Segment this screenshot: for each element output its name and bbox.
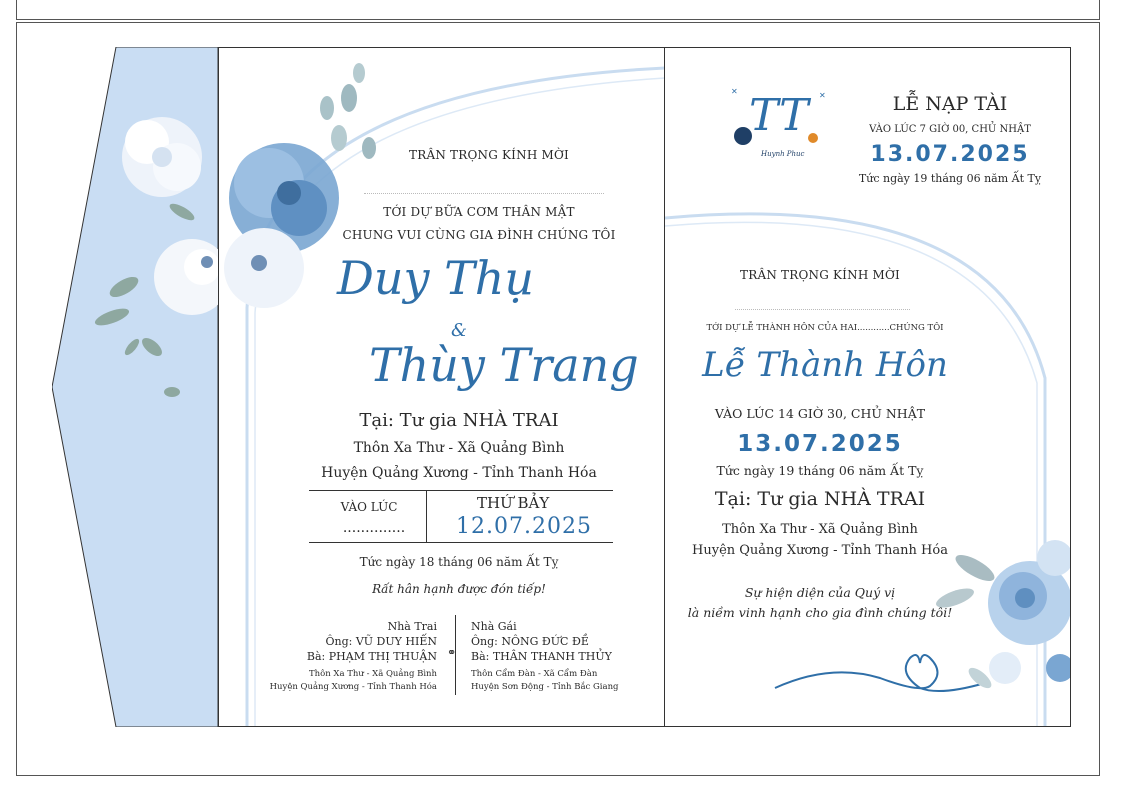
monogram-logo	[723, 88, 833, 170]
reception-invitation-panel	[218, 47, 665, 727]
envelope-flap	[52, 47, 218, 727]
ceremony-invite-line: TỚI DỰ LỄ THÀNH HÔN CỦA HAI............CHÚNG TÔI	[706, 323, 944, 333]
date-box-top-rule	[309, 490, 613, 491]
svg-text:✕: ✕	[819, 91, 826, 100]
closing-line-2: là niềm vinh hạnh cho gia đình chúng tôi!	[687, 605, 953, 620]
previous-page-edge	[16, 0, 1100, 20]
reception-date: 12.07.2025	[456, 514, 592, 539]
ceremony-invitation-panel	[664, 47, 1071, 727]
ceremony-guest-line	[735, 309, 910, 310]
groom-family	[259, 619, 437, 664]
bride-name: Thùy Trang	[369, 338, 639, 392]
weekday: THỨ BẢY	[477, 494, 550, 512]
ceremony-date: 13.07.2025	[737, 431, 903, 457]
napt-time: VÀO LÚC 7 GIỜ 00, CHỦ NHẬT	[869, 124, 1031, 135]
logo-caption: Huynh Phuc	[761, 150, 805, 158]
ceremony-title: Lễ Thành Hôn	[702, 345, 948, 385]
ceremony-address-2: Huyện Quảng Xương - Tỉnh Thanh Hóa	[692, 543, 948, 558]
bride-mother: Bà: THÂN THANH THỦY	[471, 650, 612, 663]
venue-address-2: Huyện Quảng Xương - Tỉnh Thanh Hóa	[321, 465, 597, 481]
time-label: VÀO LÚC	[340, 500, 398, 514]
blue-flower-corner-icon	[935, 518, 1071, 727]
bride-family-addr-1: Thôn Cẩm Đàn - Xã Cẩm Đàn	[471, 669, 598, 679]
ceremony-time: VÀO LÚC 14 GIỜ 30, CHỦ NHẬT	[714, 406, 926, 421]
bride-family-address	[471, 668, 661, 694]
bride-family-addr-2: Huyện Sơn Động - Tỉnh Bắc Giang	[471, 682, 619, 692]
closing-line-1: Sự hiện diện của Quý vị	[744, 585, 896, 600]
groom-family-addr-2: Huyện Quảng Xương - Tỉnh Thanh Hóa	[269, 682, 437, 692]
bride-family-label: Nhà Gái	[471, 620, 517, 633]
bride-father: Ông: NÔNG ĐỨC ĐỀ	[471, 635, 589, 648]
ceremony-invite-heading: TRÂN TRỌNG KÍNH MỜI	[740, 268, 900, 282]
groom-family-address	[259, 668, 437, 694]
venue-title: Tại: Tư gia NHÀ TRAI	[359, 410, 559, 431]
ampersand: &	[451, 320, 468, 341]
ceremony-venue-title: Tại: Tư gia NHÀ TRAI	[714, 488, 926, 510]
napt-lunar: Tức ngày 19 tháng 06 năm Ất Tỵ	[858, 172, 1042, 185]
svg-text:✕: ✕	[731, 88, 738, 96]
rings-icon: ⚭	[447, 646, 457, 659]
lunar-date: Tức ngày 18 tháng 06 năm Ất Tỵ	[359, 555, 559, 569]
invite-line-2: CHUNG VUI CÙNG GIA ĐÌNH CHÚNG TÔI	[342, 228, 616, 242]
logo-letters: TT	[749, 90, 809, 141]
groom-family-addr-1: Thôn Xa Thư - Xã Quảng Bình	[308, 669, 437, 679]
venue-address-1: Thôn Xa Thư - Xã Quảng Bình	[353, 440, 565, 456]
napt-title: LỄ NẠP TÀI	[892, 93, 1008, 115]
bride-family	[471, 619, 661, 664]
groom-family-label: Nhà Trai	[387, 620, 437, 633]
groom-father: Ông: VŨ DUY HIẾN	[325, 635, 437, 648]
invite-heading: TRÂN TRỌNG KÍNH MỜI	[409, 148, 569, 162]
napt-date: 13.07.2025	[870, 142, 1030, 167]
time-dots: ..............	[342, 520, 406, 536]
date-box-bottom-rule	[309, 542, 613, 543]
invitation-card	[52, 47, 1070, 727]
invite-line-1: TỚI DỰ BỮA CƠM THÂN MẬT	[383, 205, 575, 219]
groom-mother: Bà: PHẠM THỊ THUẬN	[306, 650, 437, 663]
groom-name: Duy Thụ	[337, 251, 535, 305]
ceremony-lunar: Tức ngày 19 tháng 06 năm Ất Tỵ	[716, 463, 924, 478]
guest-name-line	[364, 193, 604, 194]
welcome-text: Rất hân hạnh được đón tiếp!	[372, 582, 546, 596]
ceremony-address-1: Thôn Xa Thư - Xã Quảng Bình	[722, 522, 918, 537]
